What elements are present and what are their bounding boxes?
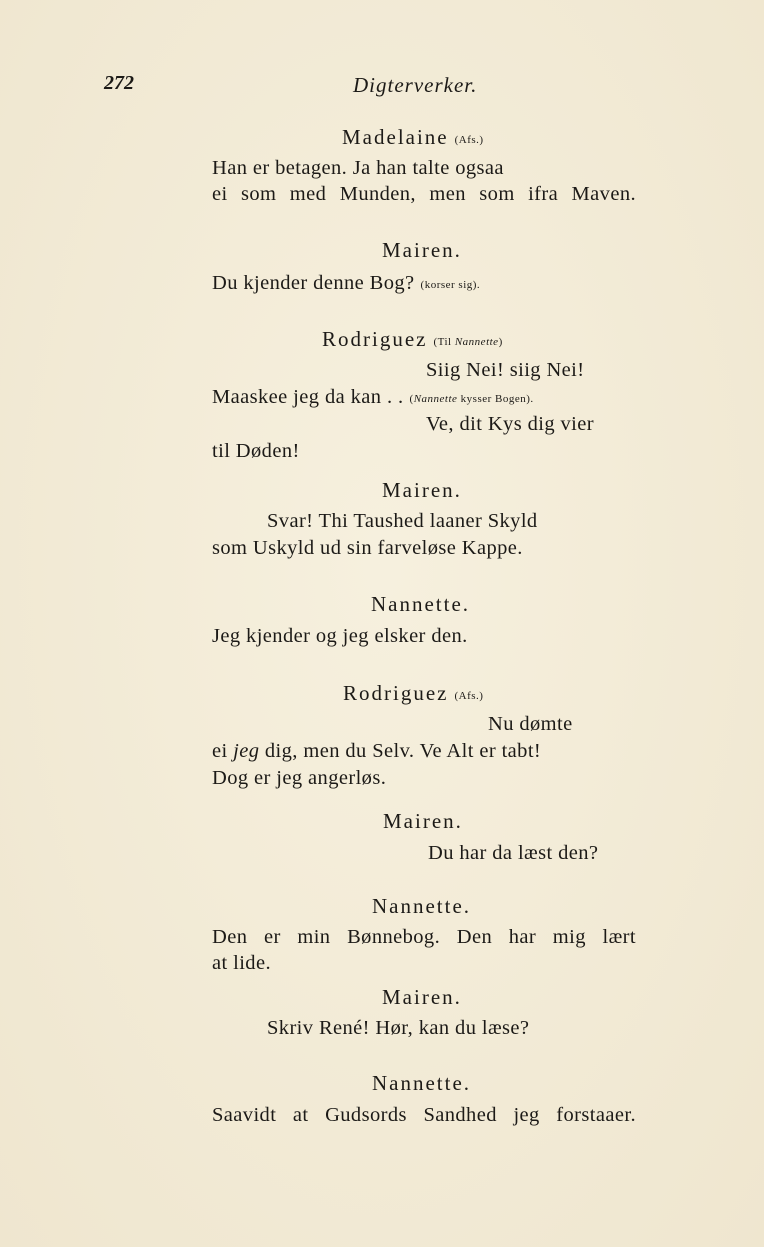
direction-text: ) bbox=[498, 336, 503, 348]
running-title: Digterverker. bbox=[353, 73, 478, 97]
verse-line: til Døden! bbox=[212, 440, 300, 462]
verse-emphasis: jeg bbox=[233, 740, 260, 762]
speaker-name bbox=[322, 326, 503, 355]
verse-text: dig, men du Selv. Ve Alt er tabt! bbox=[264, 740, 542, 762]
verse-line: Den er min Bønnebog. Den har mig lært bbox=[212, 926, 636, 948]
verse-line: Jeg kjender og jeg elsker den. bbox=[212, 625, 468, 647]
verse-line: Nu dømte bbox=[488, 713, 573, 735]
verse-line: Han er betagen. Ja han talte ogsaa bbox=[212, 157, 504, 179]
verse-line: at lide. bbox=[212, 952, 271, 974]
verse-line bbox=[212, 738, 541, 764]
verse-line: Saavidt at Gudsords Sandhed jeg forstaaer. bbox=[212, 1104, 636, 1126]
direction-text: kysser Bogen). bbox=[460, 393, 534, 405]
speaker-label: Rodriguez bbox=[343, 681, 449, 705]
direction-text: (Til bbox=[433, 336, 455, 348]
verse-line: Svar! Thi Taushed laaner Skyld bbox=[267, 510, 538, 532]
speaker-name: Mairen. bbox=[383, 809, 463, 833]
stage-direction: (Afs.) bbox=[454, 134, 484, 146]
speaker-name: Nannette. bbox=[371, 592, 471, 616]
verse-line: Ve, dit Kys dig vier bbox=[426, 413, 594, 435]
speaker-name: Mairen. bbox=[382, 985, 462, 1009]
verse-line: ei som med Munden, men som ifra Maven. bbox=[212, 183, 636, 205]
verse-line: Dog er jeg angerløs. bbox=[212, 767, 387, 789]
stage-direction: (Afs.) bbox=[454, 690, 484, 702]
verse-line: Siig Nei! siig Nei! bbox=[426, 359, 585, 381]
direction-name: Nannette bbox=[454, 336, 499, 348]
stage-direction: (korser sig). bbox=[420, 279, 481, 291]
page-number: 272 bbox=[104, 72, 134, 94]
verse-text: Maaskee jeg da kan . . bbox=[212, 386, 404, 408]
speaker-name: Mairen. bbox=[382, 238, 462, 262]
speaker-name: Nannette. bbox=[372, 1071, 472, 1095]
speaker-label: Rodriguez bbox=[322, 327, 428, 351]
verse-line: Du har da læst den? bbox=[428, 842, 599, 864]
speaker-label: Madelaine bbox=[342, 125, 449, 149]
verse-line: Skriv René! Hør, kan du læse? bbox=[267, 1017, 530, 1039]
speaker-name: Mairen. bbox=[382, 478, 462, 502]
stage-direction: (Nannette kysser Bogen). bbox=[409, 393, 534, 405]
stage-direction bbox=[433, 336, 502, 348]
verse-line: som Uskyld ud sin farveløse Kappe. bbox=[212, 537, 523, 559]
verse-text: Du kjender denne Bog? bbox=[212, 272, 415, 294]
direction-name: Nannette bbox=[413, 393, 458, 405]
speaker-name: Nannette. bbox=[372, 894, 472, 918]
speaker-name bbox=[343, 680, 483, 709]
verse-line bbox=[212, 384, 534, 412]
verse-text: ei bbox=[212, 740, 234, 762]
verse-line bbox=[212, 270, 480, 298]
speaker-name bbox=[342, 124, 484, 153]
